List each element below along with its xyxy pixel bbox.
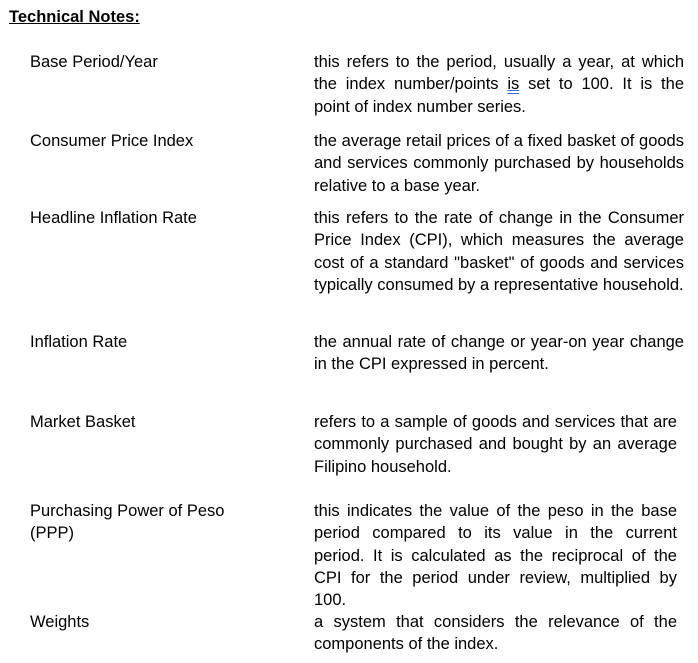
term-weights: Weights [30,613,90,631]
term-headline-inflation-rate: Headline Inflation Rate [30,209,197,227]
definition-base-period [314,51,684,118]
definition-inflation-rate: the annual rate of change or year-on year change in the CPI expressed in percent. [314,333,684,374]
term-inflation-rate: Inflation Rate [30,333,128,351]
definition-base-period-part2: set to 100. It is the point of index number series. [314,75,684,116]
technical-notes-heading: Technical Notes: [9,8,140,26]
term-consumer-price-index: Consumer Price Index [30,132,194,150]
definition-purchasing-power-of-peso: this indicates the value of the peso in the base period compared to its value in the current period. It is calculated as the reciprocal of the CPI for the period under review, multiplied by 100. [314,502,677,610]
definition-headline-inflation-rate: this refers to the rate of change in the Consumer Price Index (CPI), which measures the average cost of a standard "basket" of goods and services typically consumed by a representative household. [314,209,684,294]
definition-consumer-price-index: the average retail prices of a fixed basket of goods and services commonly purchased by households relative to a base year. [314,132,684,195]
definition-base-period-part1: this refers to the period, usually a year, at which the index number/points [314,53,684,94]
term-base-period: Base Period/Year [30,53,158,71]
definition-market-basket: refers to a sample of goods and services that are commonly purchased and bought by an average Filipino household. [314,413,677,476]
term-purchasing-power-of-peso: Purchasing Power of Peso (PPP) [30,502,225,543]
spellcheck-flagged-word: is [507,75,520,94]
term-market-basket: Market Basket [30,413,136,431]
definition-weights: a system that considers the relevance of the components of the index. [314,613,677,654]
